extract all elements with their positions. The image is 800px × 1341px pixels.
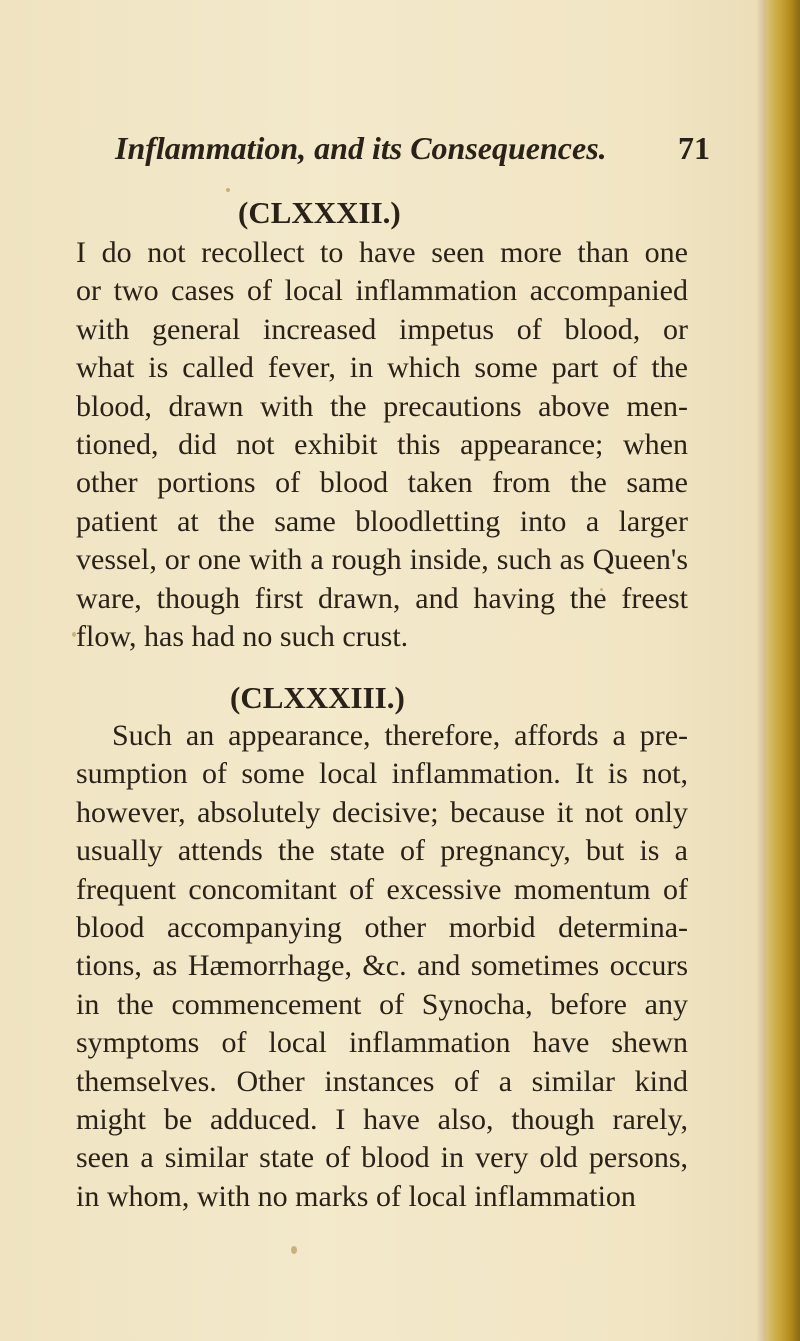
text-line: ware, though first drawn, and having the freest — [76, 581, 688, 615]
text-line: tions, as Hæmorrhage, &c. and sometimes occurs — [76, 949, 688, 983]
paragraph — [76, 717, 688, 1216]
text-line: seen a similar state of blood in very old persons, — [76, 1141, 688, 1175]
section-number: (CLXXXII.) — [238, 195, 401, 230]
text-line: flow, has had no such crust. — [76, 619, 409, 653]
text-line: in whom, with no marks of local inflammation — [76, 1179, 636, 1213]
text-line: tioned, did not exhibit this appearance; when — [76, 427, 688, 461]
text-line: sumption of some local inflammation. It is not, — [76, 757, 688, 791]
text-line: Such an appearance, therefore, affords a pre- — [112, 719, 688, 752]
text-line: other portions of blood taken from the same — [76, 466, 688, 500]
text-line: what is called fever, in which some part of the — [76, 351, 688, 385]
text-line: patient at the same bloodletting into a larger — [76, 504, 688, 538]
text-line: might be adduced. I have also, though rarely, — [76, 1102, 688, 1136]
text-line: blood, drawn with the precautions above men- — [76, 389, 688, 423]
text-line: frequent concomitant of excessive momentum of — [76, 872, 688, 906]
section-number: (CLXXXIII.) — [230, 680, 405, 715]
text-line: I do not recollect to have seen more than one — [76, 236, 688, 269]
page-gutter-shadow — [756, 0, 766, 1341]
text-line: in the commencement of Synocha, before any — [76, 987, 688, 1021]
text-line: however, absolutely decisive; because it not only — [76, 795, 688, 829]
paper-speck — [226, 188, 230, 192]
page-number: 71 — [678, 130, 710, 166]
text-line: themselves. Other instances of a similar kind — [76, 1064, 688, 1098]
text-line: or two cases of local inflammation accompanied — [76, 274, 688, 308]
page-edge — [766, 0, 800, 1341]
text-line: with general increased impetus of blood, or — [76, 312, 688, 346]
text-line: blood accompanying other morbid determina- — [76, 910, 688, 944]
text-line: vessel, or one with a rough inside, such as Queen's — [76, 543, 688, 577]
running-head: Inflammation, and its Consequences. — [115, 130, 607, 166]
paper-speck — [291, 1246, 297, 1254]
text-line: usually attends the state of pregnancy, but is a — [76, 834, 688, 868]
text-line: symptoms of local inflammation have shewn — [76, 1026, 688, 1060]
paragraph — [76, 234, 688, 656]
